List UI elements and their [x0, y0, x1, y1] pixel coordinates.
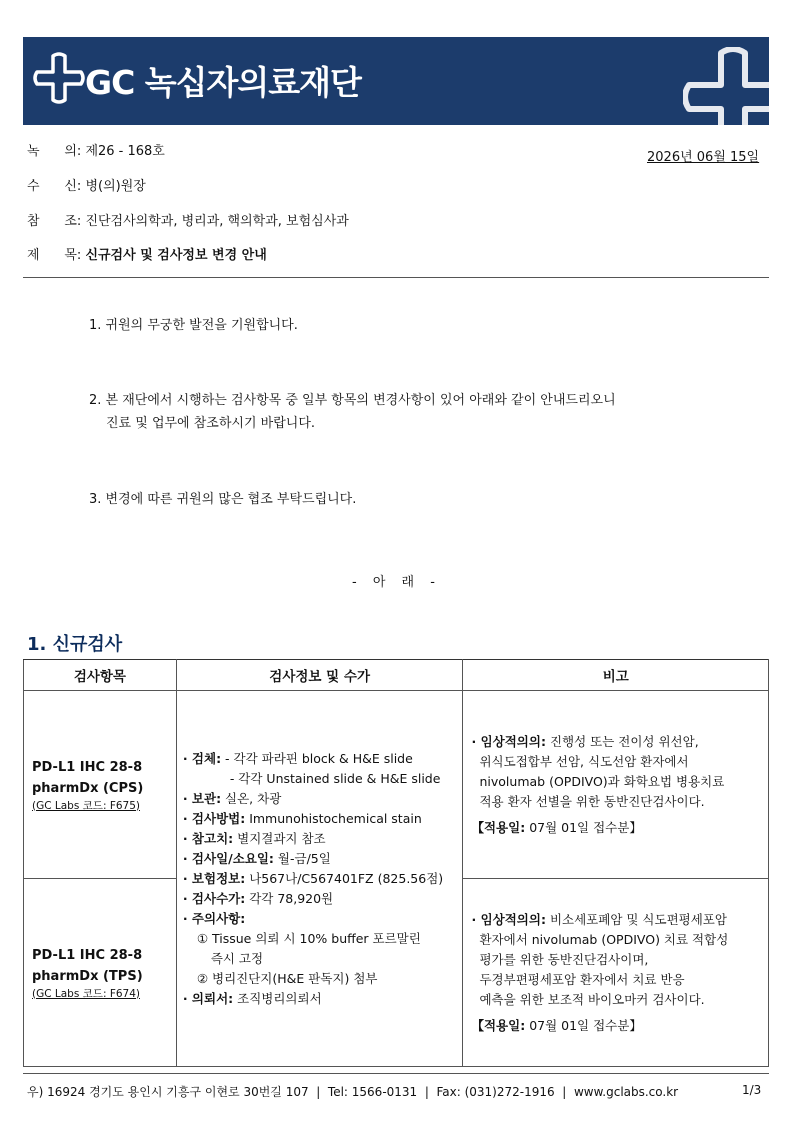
subject-label: 제 목:	[27, 248, 82, 263]
storage-row: · 보관: 실온, 차광	[182, 790, 282, 806]
test-name-line-1: PD-L1 IHC 28-8	[32, 947, 143, 963]
subject	[27, 244, 267, 263]
test-item-cell	[24, 879, 177, 1067]
test-name-line-1: PD-L1 IHC 28-8	[32, 759, 143, 775]
header-test-item: 검사항목	[24, 660, 177, 691]
paragraph-2-line-1: 2. 본 재단에서 시행하는 검사항목 중 일부 항목의 변경사항이 있어 아래와 같이 안내드리오니	[89, 393, 616, 408]
doc-number-label: 녹 의:	[27, 144, 82, 159]
remarks-cell	[463, 691, 769, 879]
specimen-2: - 각각 Unstained slide & H&E slide	[229, 770, 441, 786]
decorative-cross-icon	[683, 47, 769, 125]
test-item-cell	[24, 691, 177, 879]
fee-row: · 검사수가: 각각 78,920원	[182, 890, 334, 906]
table-row	[24, 691, 769, 879]
paragraph-1: 1. 귀원의 무궁한 발전을 기원합니다.	[89, 318, 298, 333]
section-title: 1. 신규검사	[27, 634, 123, 655]
insurance-row: · 보험정보: 나567나/C567401FZ (825.56점)	[182, 870, 444, 886]
recipient-label: 수 신:	[27, 179, 82, 194]
apply-date: 【적용일: 07월 01일 접수분】	[471, 1017, 642, 1033]
note-line-3: 평가를 위한 동반진단검사이며,	[479, 951, 649, 967]
recipient	[27, 175, 146, 194]
specimen-row: · 검체: - 각각 파라핀 block & H&E slide	[182, 750, 413, 766]
caution-1a: ① Tissue 의뢰 시 10% buffer 포르말린	[196, 930, 421, 946]
recipient-value: 병(의)원장	[85, 179, 146, 194]
note-line-4: 두경부편평세포암 환자에서 치료 반응	[479, 971, 685, 987]
caution-1b: 즉시 고정	[210, 950, 264, 966]
remarks-cell	[463, 879, 769, 1067]
test-info-cell	[176, 691, 463, 1067]
doc-number-value: 제26 - 168호	[85, 144, 165, 159]
doc-date: 2026년 06월 15일	[647, 150, 760, 165]
note-line-1: · 임상적의의: 진행성 또는 전이성 위선암,	[471, 733, 699, 749]
turnaround-row: · 검사일/소요일: 월-금/5일	[182, 850, 331, 866]
doc-number	[27, 140, 165, 159]
paragraph-2-line-2: 진료 및 업무에 참조하시기 바랍니다.	[106, 416, 316, 431]
specimen-1: - 각각 파라핀 block & H&E slide	[221, 750, 413, 766]
gc-cross-logo-icon	[33, 52, 85, 104]
note-line-3: nivolumab (OPDIVO)과 화학요법 병용치료	[479, 773, 725, 789]
brand-logo-text: GC 녹십자의료재단	[85, 63, 361, 102]
note-line-2: 위식도접합부 선암, 식도선암 환자에서	[479, 753, 689, 769]
reference-label: 참 조:	[27, 214, 82, 229]
request-form-row: · 의뢰서: 조직병리의뢰서	[182, 990, 322, 1006]
below-marker: - 아 래 -	[352, 575, 441, 590]
header-test-info: 검사정보 및 수가	[176, 660, 463, 691]
test-name-line-2: pharmDx (CPS)	[32, 780, 144, 796]
new-tests-table	[23, 659, 769, 1067]
caution-row: · 주의사항:	[182, 910, 246, 926]
note-line-2: 환자에서 nivolumab (OPDIVO) 치료 적합성	[479, 931, 729, 947]
subject-value: 신규검사 및 검사정보 변경 안내	[85, 248, 267, 263]
note-line-5: 예측을 위한 보조적 바이오마커 검사이다.	[479, 991, 705, 1007]
specimen-row-2	[183, 769, 459, 789]
reference-value: 진단검사의학과, 병리과, 핵의학과, 보험심사과	[85, 214, 349, 229]
paragraph-3: 3. 변경에 따른 귀원의 많은 협조 부탁드립니다.	[89, 492, 357, 507]
table-header-row	[24, 660, 769, 691]
test-code: (GC Labs 코드: F675)	[32, 799, 140, 812]
test-name-line-2: pharmDx (TPS)	[32, 968, 143, 984]
test-code: (GC Labs 코드: F674)	[32, 987, 140, 1000]
header-remarks: 비고	[463, 660, 769, 691]
header-banner	[23, 37, 769, 125]
apply-date: 【적용일: 07월 01일 접수분】	[471, 819, 642, 835]
footer-divider	[23, 1073, 769, 1074]
caution-2: ② 병리진단지(H&E 판독지) 첨부	[196, 970, 378, 986]
note-line-1: · 임상적의의: 비소세포폐암 및 식도편평세포암	[471, 911, 727, 927]
footer-address: 우) 16924 경기도 용인시 기흥구 이현로 30번길 107 | Tel: 1566-0131 | Fax: (031)272-1916 | www.gclabs.co.kr	[27, 1085, 679, 1099]
reference-range-row: · 참고치: 별지결과지 참조	[182, 830, 326, 846]
page-number: 1/3	[742, 1083, 762, 1097]
reference	[27, 210, 349, 229]
divider	[23, 277, 769, 278]
method-row: · 검사방법: Immunohistochemical stain	[182, 810, 422, 826]
note-line-4: 적용 환자 선별을 위한 동반진단검사이다.	[479, 793, 705, 809]
